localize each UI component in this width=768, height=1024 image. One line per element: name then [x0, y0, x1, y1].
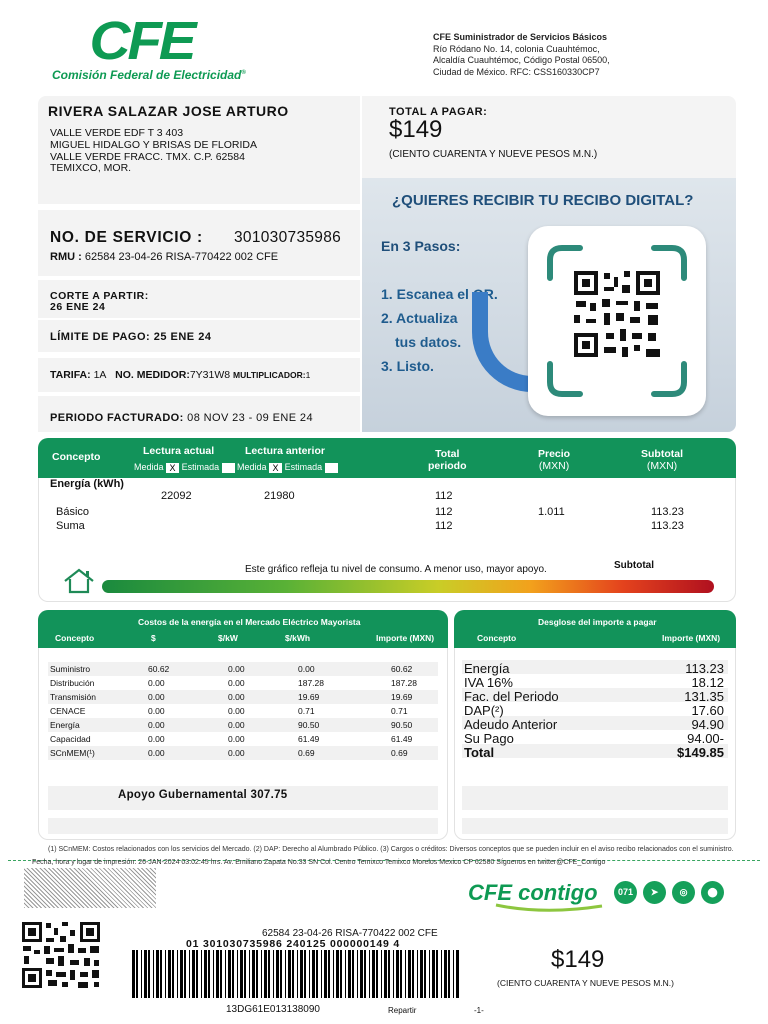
barcode-bar: [396, 950, 399, 998]
bd-amount: 94.90: [691, 717, 724, 732]
barcode-bar: [216, 950, 219, 998]
barcode-bar: [321, 950, 322, 998]
medida-checkbox: X: [269, 463, 282, 473]
customer-name: RIVERA SALAZAR JOSE ARTURO: [48, 103, 289, 119]
mc-cell: 0.00: [298, 664, 315, 674]
document-code: 13DG61E013138090: [226, 1004, 320, 1015]
mc-cell: 0.71: [298, 706, 315, 716]
barcode-bar: [441, 950, 442, 998]
mc-cell: 0.00: [148, 720, 165, 730]
reading-current: 22092: [161, 490, 192, 502]
bd-total-label: Total: [464, 745, 495, 760]
mc-cell: SCnMEM(¹): [50, 748, 95, 758]
mc-cell: Suministro: [50, 664, 91, 674]
barcode-bar: [384, 950, 387, 998]
barcode-bar: [336, 950, 339, 998]
mc-cell: 60.62: [391, 664, 413, 674]
bd-amount: 94.00-: [687, 731, 724, 746]
page-number: -1-: [474, 1006, 484, 1015]
barcode-bar: [304, 950, 306, 998]
barcode-bar: [316, 950, 318, 998]
qr-code: [20, 920, 102, 990]
consumption-gauge: [102, 580, 714, 593]
barcode-bar: [225, 950, 226, 998]
barcode-bar: [249, 950, 250, 998]
barcode-bar: [160, 950, 162, 998]
bd-stripe: [462, 786, 728, 810]
barcode-bar: [196, 950, 198, 998]
mc-cell: 0.00: [148, 748, 165, 758]
promo-steps: 1. Escanea el QR. 2. Actualiza tus datos. 3. Listo.: [381, 286, 498, 374]
mc-cell: 187.28: [298, 678, 324, 688]
promo-subtitle: En 3 Pasos:: [381, 238, 461, 254]
reference-line: 62584 23-04-26 RISA-770422 002 CFE: [262, 928, 438, 939]
mc-cell: 0.00: [228, 664, 245, 674]
mc-cell: CENACE: [50, 706, 86, 716]
barcode-bar: [264, 950, 267, 998]
barcode-bar: [165, 950, 166, 998]
barcode-bar: [288, 950, 291, 998]
barcode-bar: [412, 950, 414, 998]
house-icon: [62, 568, 96, 594]
bd-concept: DAP(²): [464, 703, 504, 718]
total-words: (CIENTO CUARENTA Y NUEVE PESOS M.N.): [389, 149, 598, 160]
issuer-info: CFE Suministrador de Servicios Básicos Río Ródano No. 14, colonia Cuauhtémoc, Alcaldía Cuauhtémoc, Código Postal 06500, Ciudad de México. RFC: CSS160330CP7: [433, 32, 610, 77]
contigo-swoosh: [494, 903, 604, 913]
mc-cell: 0.00: [228, 692, 245, 702]
barcode-bar: [381, 950, 382, 998]
lectura-anterior-checks: Medida X Estimada: [237, 462, 338, 473]
mc-col-kw: $/kW: [218, 633, 238, 643]
footnotes: (1) SCnMEM: Costos relacionados con los servicios del Mercado. (2) DAP: Derecho al Alumbrado Público. (3) Cargos o créditos: Diversos conceptos que se pueden incluir en el aviso recibo relacionados con el suministro.: [48, 846, 734, 853]
mc-cell: 0.00: [148, 734, 165, 744]
barcode-bar: [148, 950, 150, 998]
barcode-bar: [309, 950, 310, 998]
bd-concept: Adeudo Anterior: [464, 717, 558, 732]
barcode-bar: [348, 950, 351, 998]
service-number: 301030735986: [234, 229, 342, 246]
barcode-bar: [376, 950, 378, 998]
market-costs-title: Costos de la energía en el Mercado Eléctrico Mayorista: [138, 617, 361, 627]
row-suma-subtotal: 113.23: [651, 520, 684, 532]
tariff-line: TARIFA: 1A NO. MEDIDOR:7Y31W8 MULTIPLICADOR:1: [50, 369, 311, 381]
barcode-bar: [144, 950, 147, 998]
mc-cell: 0.69: [391, 748, 408, 758]
mc-cell: 60.62: [148, 664, 170, 674]
barcode-bar: [252, 950, 255, 998]
barcode-bar: [237, 950, 238, 998]
cut-date: 26 ENE 24: [50, 301, 106, 313]
reading-total: 112: [435, 490, 453, 502]
barcode-bar: [393, 950, 394, 998]
barcode-bar: [141, 950, 142, 998]
barcode-bar: [204, 950, 207, 998]
mc-cell: 0.00: [228, 748, 245, 758]
bd-concept: IVA 16%: [464, 675, 513, 690]
barcode-bar: [268, 950, 270, 998]
barcode-bar: [276, 950, 279, 998]
qr-frame-icon: [528, 226, 706, 416]
mc-cell: 0.00: [228, 734, 245, 744]
mc-cell: 0.00: [148, 692, 165, 702]
energy-section-label: Energía (kWh): [50, 478, 124, 490]
barcode-bar: [408, 950, 411, 998]
barcode-bar: [156, 950, 159, 998]
barcode-bar: [189, 950, 190, 998]
barcode-bar: [220, 950, 222, 998]
barcode-bar: [172, 950, 174, 998]
barcode-bar: [432, 950, 435, 998]
stub-amount: $149: [551, 946, 605, 973]
total-label: TOTAL A PAGAR:: [389, 106, 488, 118]
barcode-bar: [177, 950, 178, 998]
barcode-bar: [372, 950, 375, 998]
barcode-bar: [292, 950, 294, 998]
barcode-bar: [456, 950, 459, 998]
qr-card: [528, 226, 706, 416]
barcode-bar: [256, 950, 258, 998]
barcode-bar: [132, 950, 135, 998]
barcode-bar: [388, 950, 390, 998]
barcode-bar: [168, 950, 171, 998]
barcode-bar: [184, 950, 186, 998]
barcode-bar: [453, 950, 454, 998]
barcode-bar: [448, 950, 450, 998]
barcode-bar: [345, 950, 346, 998]
row-basico-subtotal: 113.23: [651, 506, 684, 518]
bd-concept: Energía: [464, 661, 510, 676]
barcode-bar: [436, 950, 438, 998]
barcode-bar: [312, 950, 315, 998]
breakdown-title: Desglose del importe a pagar: [538, 617, 657, 627]
barcode-bar: [136, 950, 138, 998]
mc-cell: 0.00: [228, 706, 245, 716]
bd-concept: Fac. del Periodo: [464, 689, 559, 704]
barcode-bar: [297, 950, 298, 998]
barcode-bar: [444, 950, 447, 998]
col-subtotal: Subtotal (MXN): [641, 448, 683, 472]
mc-cell: 90.50: [391, 720, 413, 730]
barcode-bar: [333, 950, 334, 998]
row-basico-concept: Básico: [56, 506, 90, 518]
estimada-checkbox: [325, 463, 338, 473]
bd-amount: 131.35: [684, 689, 724, 704]
promo-title: ¿QUIERES RECIBIR TU RECIBO DIGITAL?: [392, 192, 694, 209]
gauge-subtotal-label: Subtotal: [614, 560, 654, 571]
barcode-bar: [244, 950, 246, 998]
total-amount: $149: [389, 116, 443, 143]
col-lectura-anterior: Lectura anterior: [245, 445, 325, 457]
barcode-bar: [328, 950, 330, 998]
barcode-bar: [180, 950, 183, 998]
col-precio: Precio (MXN): [538, 448, 571, 472]
mc-col-concepto: Concepto: [55, 633, 95, 643]
barcode-bar: [357, 950, 358, 998]
mc-cell: 19.69: [298, 692, 320, 702]
reading-previous: 21980: [264, 490, 295, 502]
payment-barcode: [132, 950, 462, 998]
row-basico-total: 112: [435, 506, 453, 518]
barcode-bar: [417, 950, 418, 998]
barcode-bar: [240, 950, 243, 998]
customer-address: VALLE VERDE EDF T 3 403 MIGUEL HIDALGO Y BRISAS DE FLORIDA VALLE VERDE FRACC. TMX. C.P. 62584 TEMIXCO, MOR.: [50, 127, 257, 175]
billing-period: PERIODO FACTURADO: 08 NOV 23 - 09 ENE 24: [50, 412, 313, 424]
barcode-bar: [405, 950, 406, 998]
bd-amount: 18.12: [691, 675, 724, 690]
mc-cell: Transmisión: [50, 692, 96, 702]
phone-071-icon[interactable]: 071: [614, 881, 637, 904]
barcode-bar: [300, 950, 303, 998]
medida-checkbox: X: [166, 463, 179, 473]
barcode-numbers: 01 301030735986 240125 000000149 4: [186, 938, 401, 950]
rmu: RMU : 62584 23-04-26 RISA-770422 002 CFE: [50, 251, 279, 263]
telegram-icon[interactable]: ➤: [643, 881, 666, 904]
bd-concept: Su Pago: [464, 731, 514, 746]
estimada-checkbox: [222, 463, 235, 473]
mc-stripe: [48, 818, 438, 834]
mc-cell: 0.00: [228, 720, 245, 730]
mc-cell: 187.28: [391, 678, 417, 688]
mc-cell: Capacidad: [50, 734, 91, 744]
mc-cell: 90.50: [298, 720, 320, 730]
gauge-text: Este gráfico refleja tu nivel de consumo. A menor uso, mayor apoyo.: [245, 564, 547, 575]
barcode-bar: [400, 950, 402, 998]
location-icon[interactable]: ⬤: [701, 881, 724, 904]
barcode-bar: [429, 950, 430, 998]
lectura-actual-checks: Medida X Estimada: [134, 462, 235, 473]
bd-amount: 17.60: [691, 703, 724, 718]
barcode-bar: [192, 950, 195, 998]
mc-col-kwh: $/kWh: [285, 633, 311, 643]
barcode-bar: [369, 950, 370, 998]
bd-col-concepto: Concepto: [477, 633, 517, 643]
barcode-bar: [273, 950, 274, 998]
barcode-bar: [360, 950, 363, 998]
barcode-bar: [261, 950, 262, 998]
repartir-label: Repartir: [388, 1006, 417, 1015]
bd-amount: 113.23: [685, 661, 724, 676]
mc-cell: 0.00: [148, 706, 165, 716]
mc-col-pesos: $: [151, 633, 156, 643]
mc-cell: 19.69: [391, 692, 413, 702]
col-lectura-actual: Lectura actual: [143, 445, 215, 457]
barcode-bar: [424, 950, 426, 998]
barcode-bar: [285, 950, 286, 998]
mc-cell: 0.00: [148, 678, 165, 688]
barcode-bar: [201, 950, 202, 998]
mc-cell: 61.49: [391, 734, 413, 744]
col-concepto: Concepto: [52, 451, 101, 463]
mc-cell: 0.69: [298, 748, 315, 758]
mc-cell: Energía: [50, 720, 80, 730]
mc-cell: Distribución: [50, 678, 95, 688]
row-basico-price: 1.011: [538, 506, 565, 518]
cfe-logo-subtitle: Comisión Federal de Electricidad®: [52, 68, 246, 82]
barcode-bar: [208, 950, 210, 998]
bd-total-value: $149.85: [677, 745, 724, 760]
col-total-periodo: Total periodo: [428, 448, 467, 472]
barcode-bar: [280, 950, 282, 998]
barcode-bar: [232, 950, 234, 998]
barcode-bar: [153, 950, 154, 998]
row-suma-total: 112: [435, 520, 453, 532]
barcode-bar: [364, 950, 366, 998]
barcode-bar: [340, 950, 342, 998]
apoyo-gubernamental: Apoyo Gubernamental 307.75: [118, 789, 288, 801]
row-suma-concept: Suma: [56, 520, 85, 532]
barcode-bar: [420, 950, 423, 998]
cut-label: CORTE A PARTIR:: [50, 290, 149, 302]
payment-limit: LÍMITE DE PAGO: 25 ENE 24: [50, 331, 212, 343]
mc-cell: 0.71: [391, 706, 408, 716]
barcode-bar: [213, 950, 214, 998]
mc-cell: 0.00: [228, 678, 245, 688]
bd-stripe: [462, 818, 728, 834]
cfe-contigo-logo: CFE contigo: [468, 880, 598, 905]
barcode-bar: [352, 950, 354, 998]
app-icon[interactable]: ◎: [672, 881, 695, 904]
barcode-bar: [228, 950, 231, 998]
print-info: Fecha, hora y lugar de impresión: 26-JAN-2024 03:02:45 hrs. Av. Emiliano Zapata No.33 SN Col. Centro Temixco Temixco Morelos Mexico CP 62580 Síguenos en twitter@CFE_Contigo: [32, 859, 606, 866]
bd-col-importe: Importe (MXN): [662, 633, 721, 643]
stub-amount-words: (CIENTO CUARENTA Y NUEVE PESOS M.N.): [497, 978, 674, 988]
barcode-bar: [324, 950, 327, 998]
mc-cell: 61.49: [298, 734, 320, 744]
mc-col-importe: Importe (MXN): [376, 633, 435, 643]
service-number-label: NO. DE SERVICIO :: [50, 229, 203, 246]
security-pattern: [24, 868, 156, 908]
cfe-logo: CFE: [89, 11, 194, 71]
